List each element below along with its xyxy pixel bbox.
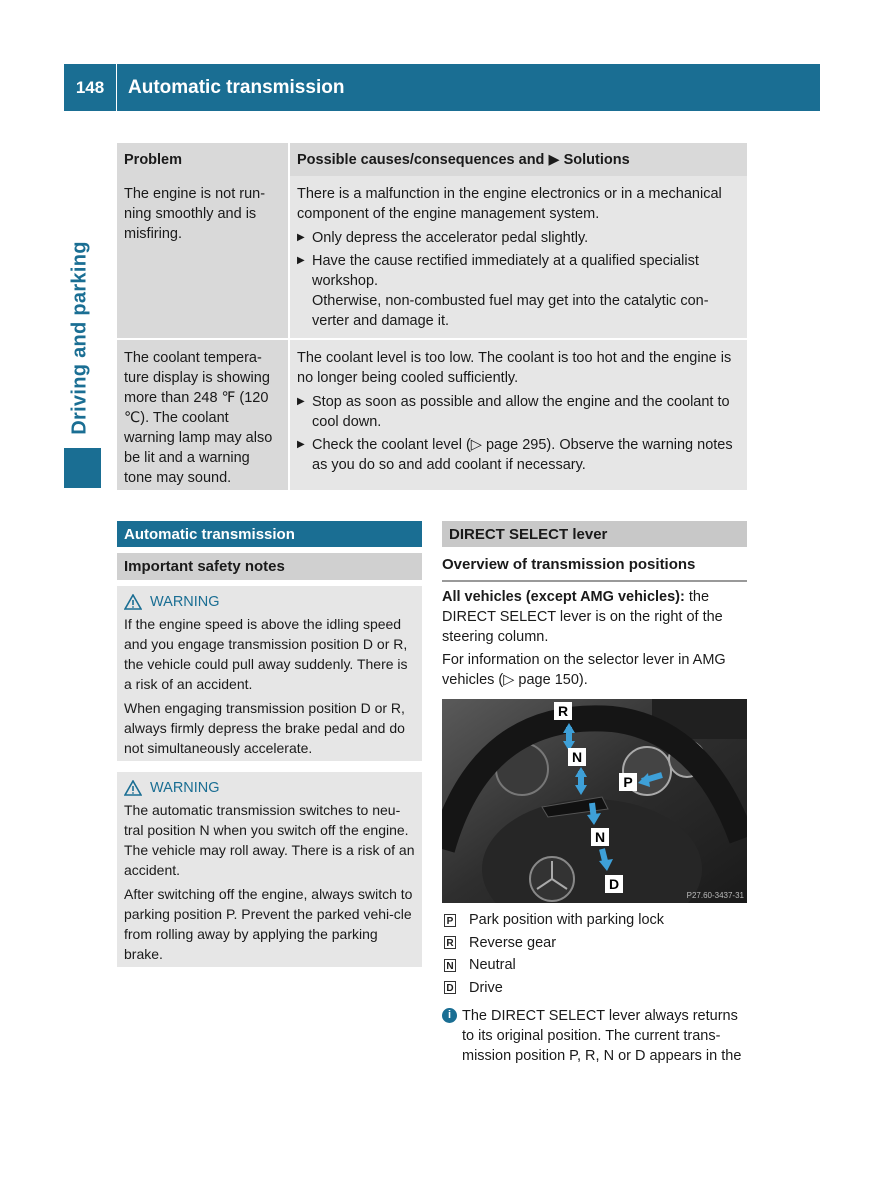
warning-title: WARNING bbox=[150, 780, 220, 796]
selector-lever-illustration bbox=[442, 699, 747, 903]
intro-text bbox=[442, 587, 747, 693]
positions-list bbox=[442, 909, 747, 999]
info-note bbox=[442, 1006, 747, 1066]
info-icon: i bbox=[442, 1008, 457, 1023]
position-label: Park position with parking lock bbox=[469, 912, 665, 928]
photo-code: P27.60-3437-31 bbox=[686, 891, 744, 900]
table-header-solutions: Possible causes/consequences and ▶ Solutions bbox=[290, 143, 747, 176]
solution-step: ▶ Have the cause rectified immediately at a qualified specialist workshop. Otherwise, non-combusted fuel may get into the catalytic con-verter and damage it. bbox=[297, 253, 709, 329]
intro-bold: All vehicles (except AMG vehicles): bbox=[442, 589, 685, 605]
table-header-row bbox=[117, 143, 747, 176]
cause-text: There is a malfunction in the engine electronics or in a mechanical component of the engine management system. bbox=[297, 186, 722, 222]
bullet-arrow-icon: ▶ bbox=[297, 255, 305, 266]
warning-text: The automatic transmission switches to neu-tral position N when you switch off the engine. The vehicle may roll away. There is a risk of an accident. bbox=[124, 802, 415, 878]
side-tab-label: Driving and parking bbox=[68, 241, 91, 435]
step-note: Otherwise, non-combusted fuel may get into the catalytic con-verter and damage it. bbox=[312, 293, 709, 329]
key-n-icon: N bbox=[444, 959, 456, 972]
table-row bbox=[117, 340, 747, 490]
bullet-arrow-icon: ▶ bbox=[297, 439, 305, 450]
solution-cell bbox=[290, 176, 747, 338]
bullet-arrow-icon: ▶ bbox=[297, 232, 305, 243]
warning-box bbox=[117, 772, 422, 967]
warning-box bbox=[117, 586, 422, 761]
amg-note: For information on the selector lever in AMG vehicles (▷ page 150). bbox=[442, 652, 726, 688]
solution-step: ▶ Stop as soon as possible and allow the engine and the coolant to cool down. bbox=[297, 394, 730, 430]
list-item bbox=[442, 977, 747, 1000]
section-heading: DIRECT SELECT lever bbox=[442, 521, 747, 547]
cause-text: The coolant level is too low. The coolant is too hot and the engine is no longer being cooled sufficiently. bbox=[297, 350, 732, 386]
section-heading: Automatic transmission bbox=[117, 521, 422, 547]
table-header-problem: Problem bbox=[117, 143, 290, 176]
solution-step: ▶ Check the coolant level (▷ page 295). Observe the warning notes as you do so and add coolant if necessary. bbox=[297, 437, 733, 473]
list-item bbox=[442, 932, 747, 955]
position-label: Neutral bbox=[469, 957, 516, 973]
bullet-arrow-icon: ▶ bbox=[297, 396, 305, 407]
photo-label-n2: N bbox=[594, 829, 606, 845]
warning-text: If the engine speed is above the idling speed and you engage transmission position D or R, the vehicle could pull away suddenly. There is a risk of an accident. bbox=[124, 616, 408, 692]
problem-cell: The engine is not run-ning smoothly and is misfiring. bbox=[117, 176, 290, 338]
list-item bbox=[442, 909, 747, 932]
key-p-icon: P bbox=[444, 914, 456, 927]
subsection-heading: Overview of transmission positions bbox=[442, 556, 747, 582]
page-number: 148 bbox=[64, 64, 117, 111]
warning-triangle-icon bbox=[124, 594, 142, 610]
warning-text: When engaging transmission position D or R, always firmly depress the brake pedal and do not simultaneously accelerate. bbox=[124, 700, 405, 756]
photo-label-d: D bbox=[608, 876, 620, 892]
solution-cell bbox=[290, 340, 747, 490]
photo-label-r: R bbox=[557, 703, 569, 719]
subsection-heading: Important safety notes bbox=[117, 553, 422, 580]
selector-lever-photo bbox=[442, 699, 747, 903]
info-text: The DIRECT SELECT lever always returns to its original position. The current trans-mission position P, R, N or D appears in the bbox=[462, 1008, 742, 1064]
table-row bbox=[117, 176, 747, 340]
key-r-icon: R bbox=[444, 936, 456, 949]
side-tab-marker bbox=[64, 448, 101, 488]
troubleshooting-table bbox=[117, 143, 747, 490]
photo-label-p: P bbox=[623, 774, 633, 790]
warning-title: WARNING bbox=[150, 594, 220, 610]
page-title: Automatic transmission bbox=[128, 76, 345, 98]
intro-rest: the DIRECT SELECT lever is on the right of the steering column. bbox=[442, 589, 723, 645]
problem-cell: The coolant tempera-ture display is showing more than 248 ℉ (120 ℃). The coolant warning lamp may also be lit and a warning tone may sound. bbox=[117, 340, 290, 490]
warning-triangle-icon bbox=[124, 780, 142, 796]
solution-step: ▶ Only depress the accelerator pedal slightly. bbox=[297, 230, 589, 246]
warning-text: After switching off the engine, always switch to parking position P. Prevent the parked vehi-cle from rolling away by applying the parking brake. bbox=[124, 886, 413, 962]
photo-label-n: N bbox=[571, 749, 583, 765]
position-label: Reverse gear bbox=[469, 934, 557, 951]
position-label: Drive bbox=[469, 979, 503, 996]
key-d-icon: D bbox=[444, 981, 456, 994]
list-item bbox=[442, 954, 747, 977]
